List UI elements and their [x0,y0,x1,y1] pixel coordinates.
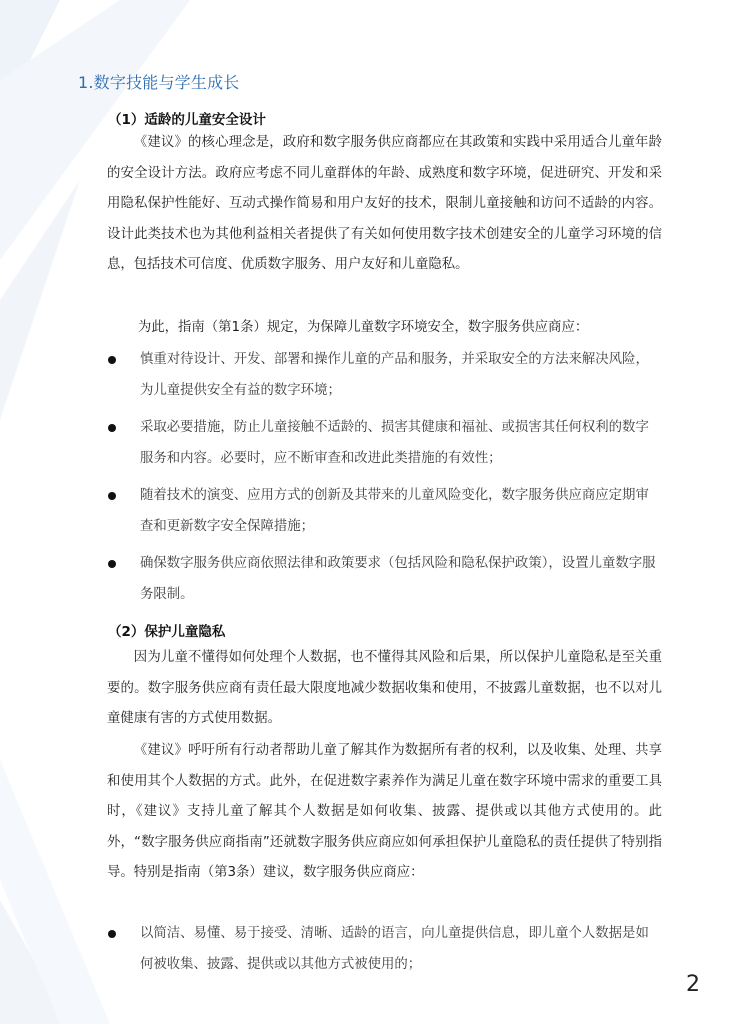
paragraph-recommendation-data-rights: 《建议》呼吁所有行动者帮助儿童了解其作为数据所有者的权利，以及收集、处理、共享和使用其个人数据的方式。此外，在促进数字素养作为满足儿童在数字环境中需求的重要工具时，《建议》支持儿童了解其个人数据是如何收集、披露、提供或以其他方式使用的。此外，“数字服务供应商指南”还就数字服务供应商应如何承担保护儿童隐私的责任提供了特别指导。特别是指南（第3条）建议，数字服务供应商应： [107,743,662,880]
paragraph-guideline-1-intro: 为此，指南（第1条）规定，为保障儿童数字环境安全，数字服务供应商应： [137,320,589,335]
list-item [107,918,662,980]
list-item-text: 以简洁、易懂、易于接受、清晰、适龄的语言，向儿童提供信息，即儿童个人数据是如何被收集、披露、提供或以其他方式被使用的； [140,926,649,972]
list-item-text: 随着技术的演变、应用方式的创新及其带来的儿童风险变化，数字服务供应商应定期审查和更新数字安全保障措施； [140,488,649,534]
bullet-list-guideline-3 [107,918,662,986]
subsection-title-child-privacy: （2）保护儿童隐私 [108,624,226,640]
bullet-dot-icon [108,492,116,500]
subsection-title-child-safety-design: （1）适龄的儿童安全设计 [108,112,266,128]
list-item-text: 采取必要措施，防止儿童接触不适龄的、损害其健康和福祉、或损害其任何权利的数字服务和内容。必要时，应不断审查和改进此类措施的有效性； [140,420,649,466]
paragraph-core-concept: 《建议》的核心理念是，政府和数字服务供应商都应在其政策和实践中采用适合儿童年龄的安全设计方法。政府应考虑不同儿童群体的年龄、成熟度和数字环境，促进研究、开发和采用隐私保护性能好、互动式操作简易和用户友好的技术，限制儿童接触和访问不适龄的内容。设计此类技术也为其他利益相关者提供了有关如何使用数字技术创建安全的儿童学习环境的信息，包括技术可信度、优质数字服务、用户友好和儿童隐私。 [107,135,662,272]
list-item [107,480,662,542]
paragraph-privacy-importance: 因为儿童不懂得如何处理个人数据，也不懂得其风险和后果，所以保护儿童隐私是至关重要的。数字服务供应商有责任最大限度地减少数据收集和使用，不披露儿童数据，也不以对儿童健康有害的方式使用数据。 [107,650,662,726]
page-number: 2 [686,972,700,997]
list-item-text: 确保数字服务供应商依照法律和政策要求（包括风险和隐私保护政策），设置儿童数字服务限制。 [140,556,656,602]
bullet-dot-icon [108,560,116,568]
bullet-list-guideline-1 [107,344,662,616]
list-item [107,548,662,610]
section-title: 1.数字技能与学生成长 [78,73,240,92]
bullet-dot-icon [108,424,116,432]
list-item [107,344,662,406]
list-item-text: 慎重对待设计、开发、部署和操作儿童的产品和服务，并采取安全的方法来解决风险，为儿童提供安全有益的数字环境； [140,352,649,398]
bullet-dot-icon [108,930,116,938]
list-item [107,412,662,474]
bullet-dot-icon [108,356,116,364]
